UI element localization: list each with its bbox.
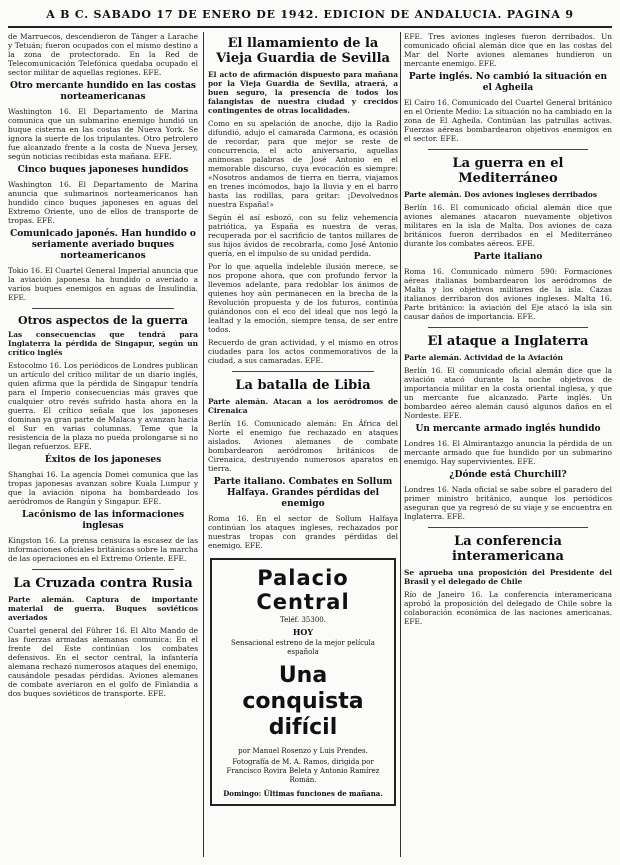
column-rule <box>400 32 401 857</box>
headline-merchant-sunk: Un mercante armado inglés hundido <box>415 424 601 434</box>
column-right <box>404 32 612 859</box>
headline-five-ships: Cinco buques japoneses hundidos <box>17 165 189 175</box>
article-tanker-sunk: Washington 16. El Departamento de Marina comunica que un submarino enemigo hundió un buque cisterna en las costas de Nueva York. Se ignora la suerte de los tripulantes. Otro petrolero fue alcanzado frente a la costa de Nueva Jersey, según noticias recibidas esta mañana. EFE. <box>8 107 198 161</box>
paragraph-vieja-guardia-foot: Recuerdo de gran actividad, y el mismo en otros ciudades para los actos conmemorativos de la ciudad, a sus camaradas. EFE. <box>208 338 398 365</box>
divider <box>32 569 174 570</box>
column-rule <box>203 32 204 857</box>
ad-phone: Teléf. 35300. <box>280 616 326 624</box>
article-japanese-communique: Tokio 16. El Cuartel General Imperial anuncia que la aviación japonesa ha hundido o averiado a varios buques enemigos en aguas de Insulindia. EFE. <box>8 266 198 302</box>
article-libya-battle: Berlín 16. Comunicado alemán: En África del Norte el enemigo fue rechazado en ataques aislados. Aviones alemanes de combate bombardearon aeródromos británicos de Cirenaica, destruyendo numerosos aparatos en tierra. <box>208 419 398 473</box>
ad-film-title: Una conquista difícil <box>242 663 364 740</box>
divider <box>428 527 588 528</box>
headline-interamerican: La conferencia interamericana <box>452 534 564 564</box>
paragraph-vieja-guardia-3: Según él así esbozó, con su feliz vehemencia patriótica, ya España es nuestra de veras, recuperada por el sacrificio de tantos millares de sus hijos ávidos de recobrarla, como José Antonio quería, en el impulso de su unidad perdida. <box>208 213 398 258</box>
headline-crusade-russia: La Cruzada contra Rusia <box>13 576 193 591</box>
lede-mediterranean: Parte alemán. Dos aviones ingleses derribados <box>404 190 597 199</box>
ad-credits: Fotografía de M. A. Ramos, dirigida por Francisco Rovira Beleta y Antonio Ramírez Román. <box>226 758 380 784</box>
headline-japanese-communique: Comunicado japonés. Han hundido o seriamente averiado buques norteamericanos <box>10 229 196 261</box>
article-crusade-russia: Cuartel general del Führer 16. El Alto Mando de las fuerzas armadas alemanas comunica: En el frente del Este continúan los combates defensivos. En el sector central, la infantería alemana rechazó numerosos ataques del enemigo, causándole pesadas pérdidas. Aviones alemanes de combate averiaron en el golfo de Finlandia a dos buques soviéticos de transporte. EFE. <box>8 626 198 698</box>
article-italian-part: Roma 16. Comunicado número 590: Formaciones aéreas italianas bombardearon los aeródromos de Malta y los objetivos militares de la isla. Cazas italianos derribaron dos aviones ingleses. Malta 16. Parte británico: la aviación del Eje atacó la isla sin causar daños de importancia. EFE. <box>404 267 612 321</box>
ad-footer: Domingo: Últimas funciones de mañana. <box>223 789 383 798</box>
headline-british-report: Parte inglés. No cambió la situación en el Agheila <box>408 72 608 93</box>
headline-tanker-sunk: Otro mercante hundido en las costas norteamericanas <box>10 81 196 102</box>
lede-singapore: Las consecuencias que tendrá para Inglaterra la pérdida de Singapur, según un crítico inglés <box>8 330 198 357</box>
ad-cinema-name: Palacio Central <box>256 566 350 614</box>
headline-attack-england: El ataque a Inglaterra <box>427 334 589 349</box>
divider <box>428 327 588 328</box>
article-laconic-reports: Kingston 16. La prensa censura la escasez de las informaciones oficiales británicas sobre la marcha de las operaciones en el Extremo Oriente. EFE. <box>8 536 198 563</box>
paragraph-vieja-guardia-4: Por lo que aquella indeleble ilusión merece, se nos propone ahora, que con profundo fervor la llevemos adelante, para redoblar los ánimos de quienes hoy aún permanecen en la brecha de la Revolución propuesta y de los futuros, continúa guiándonos con el eco del ideal que nos legó la lealtad y la emoción, siempre tensa, de ser entre todos. <box>208 262 398 334</box>
article-five-ships: Washington 16. El Departamento de Marina anuncia que submarinos norteamericanos han hundido cinco buques japoneses en aguas del Extremo Oriente, uno de ellos de transporte de tropas. EFE. <box>8 180 198 225</box>
column-left <box>8 32 198 859</box>
headline-vieja-guardia: El llamamiento de la Vieja Guardia de Sevilla <box>216 36 390 66</box>
article-merchant-sunk: Londres 16. El Almirantazgo anuncia la pérdida de un mercante armado que fue hundido por un submarino enemigo. Hay supervivientes. EFE. <box>404 439 612 466</box>
divider <box>32 308 174 309</box>
lede-attack-england: Parte alemán. Actividad de la Aviación <box>404 353 563 362</box>
ad-cast: por Manuel Rosenzo y Luis Prendes. <box>238 747 368 755</box>
headline-japanese-success: Éxitos de los japoneses <box>44 455 162 465</box>
ad-tagline: Sensacional estreno de la mejor película española <box>231 639 375 656</box>
headline-churchill: ¿Dónde está Churchill? <box>449 470 567 480</box>
lede-interamerican: Se aprueba una proposición del Presidente del Brasil y el delegado de Chile <box>404 568 612 586</box>
cinema-advertisement <box>210 558 396 806</box>
ad-today: HOY <box>292 627 314 637</box>
headline-italian-report: Parte italiano. Combates en Sollum Halfaya. Grandes pérdidas del enemigo <box>213 477 393 509</box>
article-churchill: Londres 16. Nada oficial se sabe sobre el paradero del primer ministro británico, aunque los periódicos aseguran que ya regresó de su viaje y se encuentra en Inglaterra. EFE. <box>404 485 612 521</box>
article-singapore: Estocolmo 16. Los periódicos de Londres publican un artículo del crítico militar de un diario inglés, quien afirma que la pérdida de Singapur tendría para el Imperio consecuencias más graves que cualquier otro revés sufrido hasta ahora en la guerra. El crítico señala que los japoneses dominan ya gran parte de Malaca y avanzan hacia el Sur en varias columnas. Teme que la resistencia de la plaza no pueda prolongarse si no llegan refuerzos. EFE. <box>8 361 198 451</box>
divider <box>428 149 588 150</box>
headline-libya-battle: La batalla de Libia <box>235 378 371 393</box>
headline-mediterranean: La guerra en el Mediterráneo <box>452 156 564 186</box>
article-attack-england: Berlín 16. El comunicado oficial alemán dice que la aviación atacó durante la noche objetivos de importancia militar en la costa oriental inglesa, y que un mercante fue alcanzado. Parte inglés. Un bombardeo aéreo alemán causó algunos daños en el Nordeste. EFE. <box>404 366 612 420</box>
article-british-report: El Cairo 16. Comunicado del Cuartel General británico en el Oriente Medio: La situación no ha cambiado en la zona de El Agheila. Continúan las patrullas activas. Fuerzas aéreas bombardearon objetivos enemigos en el sector. EFE. <box>404 98 612 143</box>
article-japanese-success: Shanghai 16. La agencia Domei comunica que las tropas japonesas avanzan sobre Kuala Lumpur y que la aviación nipona ha bombardeado los aeródromos de Rangún y Singapur. EFE. <box>8 470 198 506</box>
column-center <box>208 32 398 859</box>
article-interamerican: Río de Janeiro 16. La conferencia interamericana aprobó la proposición del delegado de Chile sobre la colaboración económica de las naciones americanas. EFE. <box>404 590 612 626</box>
paragraph-vieja-guardia-1: El acto de afirmación dispuesto para mañana por la Vieja Guardia de Sevilla, atraerá, a buen seguro, la presencia de todos los falangistas de nuestra ciudad y crecidos contingentes de otras localidades. <box>208 70 398 115</box>
intro-paragraph-right: EFE. Tres aviones ingleses fueron derribados. Un comunicado oficial alemán dice que en las costas del Mar del Norte aviones alemanes hundieron un mercante enemigo. EFE. <box>404 32 612 68</box>
page-header: A B C. SABADO 17 DE ENERO DE 1942. EDICION DE ANDALUCIA. PAGINA 9 <box>8 6 612 28</box>
headline-war-aspects: Otros aspectos de la guerra <box>17 314 189 327</box>
headline-italian-part: Parte italiano <box>473 252 543 262</box>
divider <box>232 371 374 372</box>
article-mediterranean: Berlín 16. El comunicado oficial alemán dice que aviones alemanes atacaron nuevamente objetivos militares en la isla de Malta. Dos aviones de caza británicos fueron derribados en el Mediterráneo durante los combates aéreos. EFE. <box>404 203 612 248</box>
intro-paragraph: de Marruecos, descendieron de Tánger a Larache y Tetuán; fueron ocupados con el mismo destino a la zona de protectorado. En la Red de Telecomunicación Telefónica quedaba ocupado el sector militar de aquellas regiones. EFE. <box>8 32 198 77</box>
paragraph-vieja-guardia-2: Como en su apelación de anoche, dijo la Radio difundió, adujo el camarada Carmona, es ocasión de recordar, para que mejor se reste de concurrencia, el acto aniversario, aquellas animosas palabras de José Antonio en el memorable discurso, cuya evocación es siempre: «Nosotros andamos de tierra en tierra, viajamos en trenes incómodos, bajo la lluvia y en el barro hasta las rodillas, para gritar: ¡Devolvednos nuestra España!» <box>208 119 398 209</box>
lede-crusade-russia: Parte alemán. Captura de importante material de guerra. Buques soviéticos averiados <box>8 595 198 622</box>
article-italian-report: Roma 16. En el sector de Sollum Halfaya continúan los ataques ingleses, rechazados por nuestras tropas con grandes pérdidas del enemigo. EFE. <box>208 514 398 550</box>
lede-libya-battle: Parte alemán. Atacan a los aeródromos de Cirenaica <box>208 397 398 415</box>
headline-laconic-reports: Lacónismo de las informaciones inglesas <box>21 510 185 531</box>
